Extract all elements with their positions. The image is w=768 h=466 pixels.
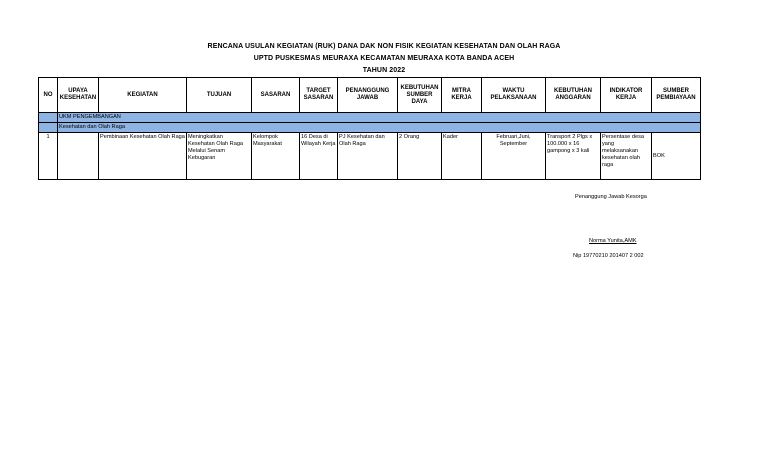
header-kegiatan: KEGIATAN bbox=[99, 78, 187, 113]
cell-sasaran: Kelompok Masyarakat bbox=[252, 133, 300, 180]
section-label: UKM PENGEMBANGAN bbox=[58, 113, 701, 123]
cell-upaya bbox=[58, 133, 99, 180]
header-no: NO bbox=[39, 78, 58, 113]
cell-mitra: Kader bbox=[442, 133, 482, 180]
header-penanggung-jawab: PENANGGUNG JAWAB bbox=[338, 78, 398, 113]
cell-sumber-daya: 2 Orang bbox=[398, 133, 442, 180]
header-sasaran: SASARAN bbox=[252, 78, 300, 113]
header-sumber-pembiayaan: SUMBER PEMBIAYAAN bbox=[652, 78, 701, 113]
table-header-row bbox=[39, 78, 701, 113]
table-row bbox=[39, 133, 701, 180]
ruk-table bbox=[38, 77, 701, 180]
title-line-2: UPTD PUSKESMAS MEURAXA KECAMATAN MEURAXA KOTA BANDA ACEH bbox=[253, 55, 515, 62]
signature-title: Penanggung Jawab Kesorga bbox=[575, 194, 647, 200]
cell-tujuan: Meningkatkan Kesehatan Olah Raga Melalui Senam Kebugaran bbox=[187, 133, 252, 180]
signature-nip: Nip 19770210 201407 2 002 bbox=[573, 253, 644, 259]
cell-waktu: Februari,Juni, September bbox=[482, 133, 546, 180]
cell-indikator: Persentase desa yang melaksanakan kesehatan olah raga bbox=[601, 133, 652, 180]
header-target-sasaran: TARGET SASARAN bbox=[300, 78, 338, 113]
header-tujuan: TUJUAN bbox=[187, 78, 252, 113]
title-line-1: RENCANA USULAN KEGIATAN (RUK) DANA DAK NON FISIK KEGIATAN KESEHATAN DAN OLAH RAGA bbox=[207, 43, 561, 50]
cell-no: 1 bbox=[39, 133, 58, 180]
section-row bbox=[39, 113, 701, 123]
cell-target: 16 Desa di Wilayah Kerja bbox=[300, 133, 338, 180]
header-waktu-pelaksanaan: WAKTU PELAKSANAAN bbox=[482, 78, 546, 113]
cell-anggaran: Transport 2 Plgs x 100.000 x 16 gampong x 3 kali bbox=[546, 133, 601, 180]
cell-penanggung: PJ Kesehatan dan Olah Raga bbox=[338, 133, 398, 180]
subsection-row bbox=[39, 123, 701, 133]
signature-name: Norma Yunita,AMK bbox=[589, 238, 637, 244]
cell-kegiatan: Pembinaan Kesehatan Olah Raga bbox=[99, 133, 187, 180]
header-upaya-kesehatan: UPAYA KESEHATAN bbox=[58, 78, 99, 113]
cell-pembiayaan: BOK bbox=[652, 133, 701, 180]
header-kebutuhan-sumber-daya: KEBUTUHAN SUMBER DAYA bbox=[398, 78, 442, 113]
document-title bbox=[0, 41, 768, 77]
header-indikator-kerja: INDIKATOR KERJA bbox=[601, 78, 652, 113]
header-mitra-kerja: MITRA KERJA bbox=[442, 78, 482, 113]
subsection-label: Kesehatan dan Olah Raga bbox=[58, 123, 701, 133]
header-kebutuhan-anggaran: KEBUTUHAN ANGGARAN bbox=[546, 78, 601, 113]
title-line-3: TAHUN 2022 bbox=[362, 67, 406, 74]
